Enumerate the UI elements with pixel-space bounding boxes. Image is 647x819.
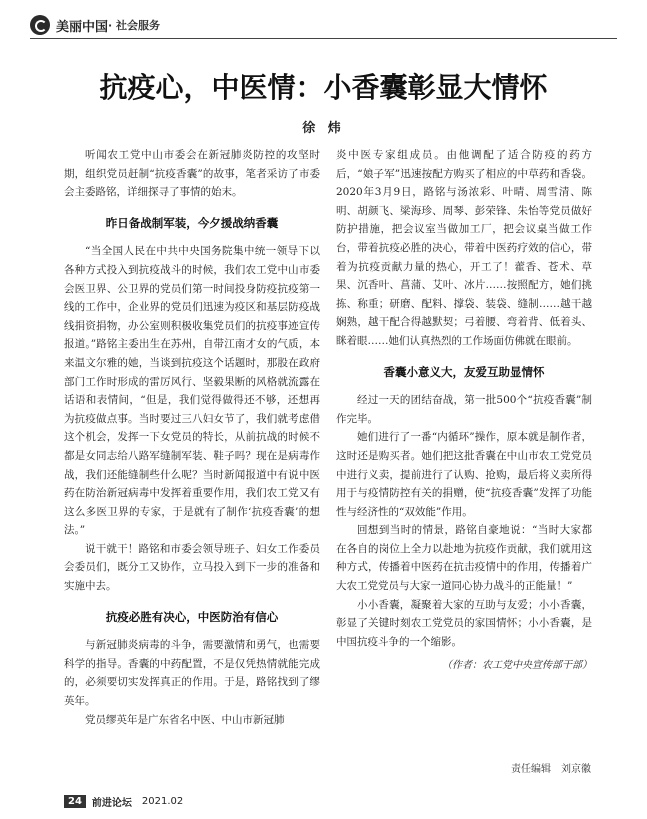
magazine-logo-icon [30,15,50,35]
section-heading: 香囊小意义大，友爱互助显情怀 [383,364,545,379]
paragraph: 听闻农工党中山市委会在新冠肺炎防控的攻坚时期，组织党员赶制“抗疫香囊”的故事，笔者采访了市委会主委路铭，详细探寻了事情的始末。 [64,149,320,199]
right-column [336,146,592,676]
paragraph: 小小香囊，凝聚着大家的互助与友爱；小小香囊，彰显了关键时刻农工党党员的家国情怀；小小香囊，是中国抗疫斗争的一个缩影。 [336,598,592,648]
paragraph: 她们进行了一番“内循环”操作，原本就是制作者，这时还是购买者。她们把这批香囊在中山市农工党党员中进行义卖，提前进行了认购、抢购，最后将义卖所得用于与疫情防控有关的捐赠，使“抗疫香囊”发挥了功能性与经济性的“双效能”作用。 [336,431,592,518]
issue-number: 2021.02 [141,796,184,807]
paragraph: 党员缪英年是广东省名中医、中山市新冠肺 [85,713,285,726]
paragraph: 说干就干！路铭和市委会领导班子、妇女工作委员会委员们，既分工又协作，立马投入到下一步的准备和实施中去。 [64,542,320,593]
article-author: 徐 炜 [302,121,345,136]
page-footer [64,794,183,809]
header-section: · 社会服务 [108,19,161,32]
section-heading: 昨日备战制军装，今夕援战纳香囊 [105,215,279,230]
paragraph: 经过一天的团结奋战，第一批500个“抗疫香囊”制作完毕。 [336,394,592,425]
magazine-name: 前进论坛 [91,798,132,809]
left-column [64,146,320,729]
header-divider [30,38,617,39]
paragraph: “当全国人民在中共中央国务院集中统一领导下以各种方式投入到抗疫战斗的时候，我们农工党中山市委会医卫界、公卫界的党员们第一时间投身防疫抗疫第一线的工作中，企业界的党员们迅速为疫区和基层防疫战线捐资捐物，办公室则积极收集党员们的抗疫事迹宣传报道。”路铭主委出生在苏州，自带江南才女的气质，本来温文尔雅的她，当谈到抗疫这个话题时，那股在政府部门工作时形成的雷厉风行、坚毅果断的风格就流露在话语和表情间，“但是，我们觉得做得还不够，还想再为抗疫做点事。当时要过三八妇女节了，我们就考虑借这个机会，发挥一下女党员的特长，从前抗战的时候不都是女同志给八路军缝制军装、鞋子吗？现在是病毒作战，我们还能缝制些什么呢？当时新闻报道中有说中医药在防治新冠病毒中发挥着重要作用，我们农工党又有这么多医卫界的专家，于是就有了制作‘抗疫香囊’的想法。” [64,245,320,537]
page-header [30,14,160,36]
paragraph: 与新冠肺炎病毒的斗争，需要激情和勇气，也需要科学的指导。香囊的中药配置，不是仅凭热情就能完成的，必须要切实发挥真正的作用。于是，路铭找到了缪英年。 [64,639,320,708]
author-signature: （作者：农工党中央宣传部干部） [442,660,592,672]
page-number: 24 [64,795,86,808]
header-brand: 美丽中国 [56,19,109,35]
section-heading: 抗疫必胜有决心，中医防治有信心 [105,609,279,624]
article-title: 抗疫心，中医情：小香囊彰显大情怀 [99,71,548,104]
paragraph: 炎中医专家组成员。由他调配了适合防疫的药方后，“娘子军”迅速按配方购买了相应的中草药和香袋。2020年3月9日，路铭与汤浓彩、叶晴、周雪清、陈明、胡颜飞、梁海珍、周琴、彭荣锋、朱怡等党员做好防护措施，把会议室当做加工厂，把会议桌当做工作台，带着抗疫必胜的决心，带着中医药疗效的信心，带着为抗疫贡献力量的热心，开工了！藿香、苍术、草果、沉香叶、菖蒲、艾叶、冰片……按照配方，她们挑拣、称重；研磨、配料、撑袋、装袋、缝制……越干越娴熟，越干配合得越默契；弓着腰、弯着背、低着头、眯着眼……她们认真热烈的工作场面仿佛就在眼前。 [336,149,592,347]
editor-credit: 责任编辑 刘京徽 [511,764,591,775]
paragraph: 回想到当时的情景，路铭自豪地说：“当时大家都在各自的岗位上全力以赴地为抗疫作贡献，我们就用这种方式，传播着中医药在抗击疫情中的作用，传播着广大农工党党员与大家一道同心协力战斗的正能量！” [336,524,592,593]
